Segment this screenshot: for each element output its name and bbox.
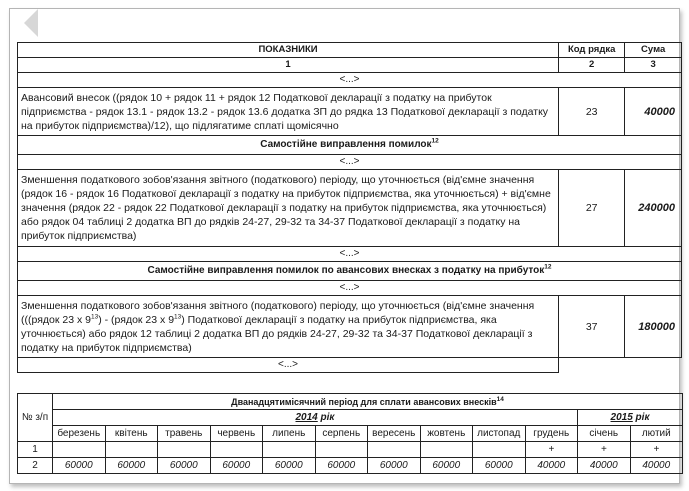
ellipsis-row: <...> [18, 281, 682, 296]
ellipsis-row: <...> [18, 358, 559, 373]
schedule-cell [158, 442, 211, 458]
month-header: жовтень [420, 426, 473, 442]
schedule-cell: 40000 [630, 458, 683, 474]
number-header: № з/п [18, 394, 53, 442]
schedule-cell: + [525, 442, 578, 458]
schedule-cell [315, 442, 368, 458]
row27-sum: 240000 [625, 170, 682, 247]
col-number-3: 3 [625, 58, 682, 73]
row37-code: 37 [559, 296, 625, 358]
month-header: лютий [630, 426, 683, 442]
schedule-cell [210, 442, 263, 458]
year-2014: 2014 рік [53, 410, 578, 426]
schedule-cell: 60000 [368, 458, 421, 474]
table-row [18, 458, 683, 474]
month-header: вересень [368, 426, 421, 442]
schedule-cell [420, 442, 473, 458]
row37-sum: 180000 [625, 296, 682, 358]
schedule-cell: 60000 [210, 458, 263, 474]
schedule-cell: 60000 [420, 458, 473, 474]
schedule-title: Дванадцятимісячний період для сплати авансових внесків$^{14}$ [53, 394, 683, 410]
month-header: червень [210, 426, 263, 442]
year-2015: 2015 рік [578, 410, 683, 426]
payment-schedule-table [17, 393, 683, 474]
table-row [18, 442, 683, 458]
schedule-cell: 40000 [578, 458, 631, 474]
header-sum: Сума [625, 43, 682, 58]
month-header: травень [158, 426, 211, 442]
ellipsis-row: <...> [18, 155, 682, 170]
month-header: листопад [473, 426, 526, 442]
month-header: серпень [315, 426, 368, 442]
ellipsis-row: <...> [18, 73, 682, 88]
month-header: грудень [525, 426, 578, 442]
schedule-cell: 60000 [158, 458, 211, 474]
schedule-cell [53, 442, 106, 458]
schedule-cell: + [578, 442, 631, 458]
col-number-1: 1 [18, 58, 559, 73]
ellipsis-row: <...> [18, 247, 682, 262]
advance-payment-code: 23 [559, 88, 625, 136]
schedule-cell [473, 442, 526, 458]
schedule-cell: 60000 [473, 458, 526, 474]
row-number: 1 [18, 442, 53, 458]
header-code: Код рядка [559, 43, 625, 58]
row-number: 2 [18, 458, 53, 474]
schedule-cell: 60000 [53, 458, 106, 474]
schedule-cell: 60000 [315, 458, 368, 474]
indicators-table [17, 42, 682, 373]
schedule-cell: 40000 [525, 458, 578, 474]
col-number-2: 2 [559, 58, 625, 73]
section-advance-correction: Самостійне виправлення помилок по авансових внесках з податку на прибуток$^{12}$ [18, 262, 682, 281]
row27-text: Зменшення податкового зобов'язання звітного (податкового) періоду, що уточнюється (від'ємне значення (рядок 16 - рядок 16 Податкової декларації з податку на прибуток підприємства, яка уточнюється) + від'ємне значення (рядок 22 - рядок 22 Податкової декларації з податку на прибуток підприємства, яка уточнюється) або рядок 04 таблиці 2 додатка ВП до рядків 24-27, 29-32 та 34-37 Податкової декларації з податку на прибуток підприємства) [18, 170, 559, 247]
empty-cell [559, 358, 625, 373]
month-header: квітень [105, 426, 158, 442]
month-header: березень [53, 426, 106, 442]
month-header: липень [263, 426, 316, 442]
month-header: січень [578, 426, 631, 442]
schedule-cell: 60000 [263, 458, 316, 474]
schedule-cell [368, 442, 421, 458]
row27-code: 27 [559, 170, 625, 247]
schedule-cell: 60000 [105, 458, 158, 474]
section-self-correction: Самостійне виправлення помилок$^{12}$ [18, 136, 682, 155]
page-curl-fold [10, 9, 38, 37]
header-indicators: ПОКАЗНИКИ [18, 43, 559, 58]
schedule-cell [263, 442, 316, 458]
advance-payment-sum: 40000 [625, 88, 682, 136]
row37-text: Зменшення податкового зобов'язання звітного (податкового) періоду, що уточнюється (від'ємне значення (((рядок 23 х $9^{13}$) - (рядок 23 х $9^{13}$) Податкової декларації з податку на прибуток підприємства, яка уточнюється) або рядок 12 таблиці 2 додатка ВП до рядків 24-27, 29-32 та 34-37 Податкової декларації з податку на прибуток підприємства) [18, 296, 559, 358]
schedule-cell [105, 442, 158, 458]
empty-cell [625, 358, 682, 373]
schedule-cell: + [630, 442, 683, 458]
advance-payment-text: Авансовий внесок ((рядок 10 + рядок 11 + рядок 12 Податкової декларації з податку на прибуток підприємства - рядок 13.1 - рядок 13.2 - рядок 13.6 додатка ЗП до рядка 13 Податкової декларації з податку на прибуток підприємства)/12), що підлягатиме сплаті щомісячно [18, 88, 559, 136]
